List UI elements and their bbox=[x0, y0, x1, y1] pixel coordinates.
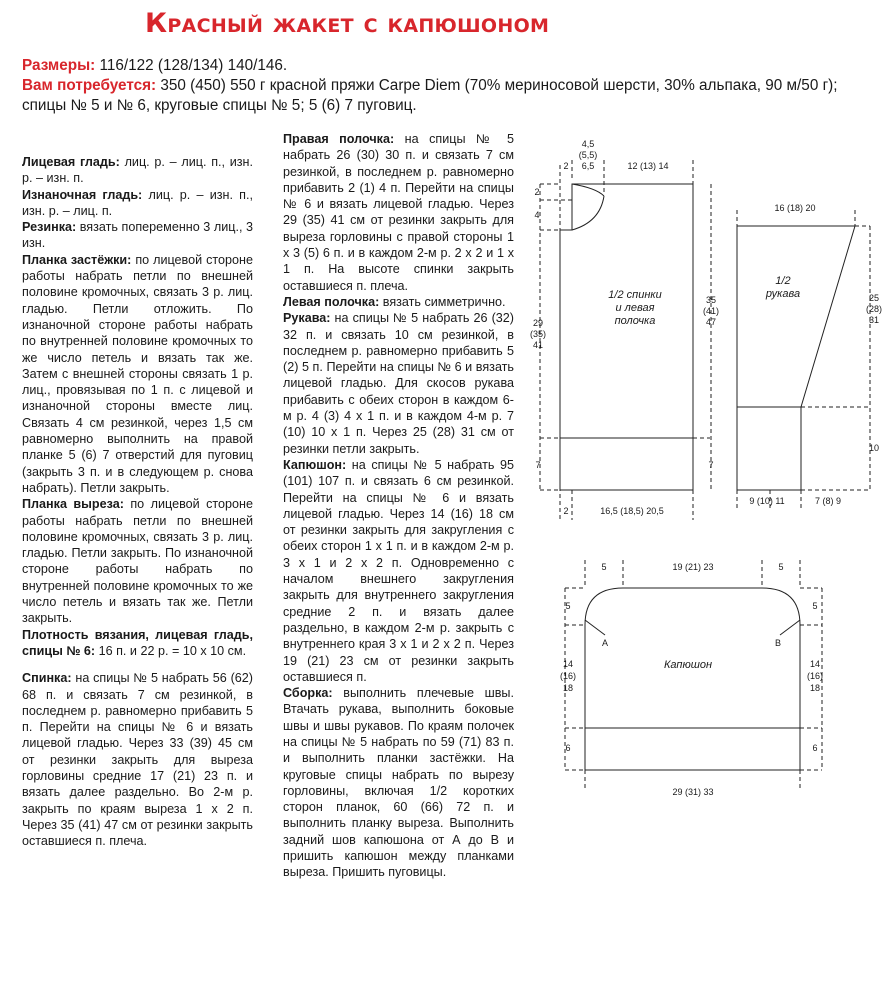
paragraph-text: вязать попеременно 3 лиц., 3 изн. bbox=[22, 220, 253, 251]
sleeve-outline bbox=[737, 226, 855, 490]
back-label: полочка bbox=[614, 315, 656, 327]
paragraph-text: лиц. р. – изн. п., изн. р. – лиц. п. bbox=[22, 187, 253, 218]
paragraph-label: Левая полочка: bbox=[283, 294, 380, 309]
dim-sleeve-length: 31 bbox=[868, 315, 880, 325]
dim-hood-corner: 5 bbox=[778, 562, 784, 572]
paragraph-label: Резинка: bbox=[22, 220, 77, 235]
paragraph-text: на спицы № 5 набрать 95 (101) 107 п. и связать 6 см резинкой. Перейти на спицы № 6 и вязать лицевой гладью. Через 14 (16) 18 см от резинки закрыть для закругления с обеих сторон 1 х 1 п. и в каждом 2-м р. 3 х 1 и 2 х 2 п. Одновременно с началом внешнего закругления закрыть для внутреннего закругления средние 2 п. и вязать далее раздельно, в каждом 2-м р. закрыть с внутреннего края 3 х 1 и 2 х 2 п. Через 19 (21) 23 см от резинки закрыть оставшиеся п. bbox=[283, 457, 514, 684]
dim-hood-side: 5 bbox=[812, 601, 818, 611]
paragraph-label: Правая полочка: bbox=[283, 132, 395, 146]
dim-body-right: 35 bbox=[705, 295, 717, 305]
point-a-label: A bbox=[601, 638, 609, 648]
dim-hood-height: 18 bbox=[809, 683, 821, 693]
point-b-label: B bbox=[774, 638, 782, 648]
dim-body-right: 47 bbox=[705, 317, 717, 327]
dim-hood-height: 14 bbox=[562, 659, 574, 669]
dim-sleeve-length: 25 bbox=[868, 293, 880, 303]
dim-hood-height: 14 bbox=[809, 659, 821, 669]
dim-body-right: (41) bbox=[702, 306, 720, 316]
sleeve-label: рукава bbox=[765, 288, 801, 300]
dim-cuff: 9 (10) 11 bbox=[749, 496, 785, 506]
paragraph-label: Капюшон: bbox=[283, 457, 347, 472]
hood-point-a-mark bbox=[585, 620, 605, 635]
dim-rib-left: 7 bbox=[535, 460, 541, 470]
dim-2-left: 2 bbox=[563, 161, 569, 171]
paragraph-text: на спицы № 5 набрать 26 (32) 32 п. и связать 10 см резинкой, в последнем р. равномерно прибавить 5 (2) 5 п. Перейти на спицы № 6 и вязать лицевой гладью. Для скосов рукава прибавить с обеих сторон в каждом 6-м р. 4 (3) 4 х 1 п. и в каждом 4-м р. 7 (10) 10 х 1 п. Через 25 (28) 31 см от резинки петли закрыть. bbox=[283, 311, 514, 456]
sizes-label: Размеры: bbox=[22, 57, 96, 74]
paragraph-text: на спицы № 5 набрать 56 (62) 68 п. и связать 7 см резинкой, в последнем р. равномерно прибавить 5 п. Перейти на спицы № 6 и вязать лицевой гладью. Через 33 (39) 45 см от резинки закрыть для выреза горловины средние 17 (21) 23 п. и вязать далее раздельно. Во 2-м р. закрыть по краям выреза 1 х 2 п. Через 35 (41) 47 см от резинки закрыть оставшиеся п. плеча. bbox=[22, 671, 253, 849]
dim-hood-side: 5 bbox=[565, 601, 571, 611]
hood-label: Капюшон bbox=[663, 659, 713, 671]
dim-sleeve-rib: 10 bbox=[868, 443, 880, 453]
dim-hood-top: 19 (21) 23 bbox=[672, 562, 714, 572]
paragraph-text: вязать симметрично. bbox=[379, 294, 506, 309]
dim-body-left: 29 bbox=[532, 318, 544, 328]
paragraph-text: по лицевой стороне работы набрать петли по внешней половине кромочных, связать 3 р. лиц. гладью. Петли отложить. По изнаночной стороне работы набрать по внутренней половине кромочных то же число петель и вязать так же. Затем с внешней стороны связать 1 р. лиц., провязывая по 1 п. с лицевой и изнаночной стороны вместе лиц. Связать 4 см резинкой, через 1,5 см равномерно выполнить на правой планке 5 (6) 7 отверстий для пуговиц (закрыть 3 п. и в следующем р. снова набрать). Петли закрыть. bbox=[22, 252, 253, 495]
hood-point-b-mark bbox=[780, 620, 800, 635]
dim-hood-rib: 6 bbox=[565, 743, 571, 753]
dim-body-left: (35) bbox=[529, 329, 547, 339]
paragraph-text: выполнить плечевые швы. Втачать рукава, выполнить боковые швы и швы рукавов. По краям полочек на спицы № 5 набрать по 59 (71) 83 п. и выполнить планки застёжки. На круговые спицы набрать по вырезу горловины, включая 1/2 коротких сторон планок, 60 (66) 72 п. и выполнить планку выреза. Выполнить задний шов капюшона от А до В и пришить капюшон между планками выреза. Пришить пуговицы. bbox=[283, 686, 514, 880]
materials-value: 350 (450) 550 г красной пряжи Carpe Diem (70% мериносовой шерсти, 30% альпака, 90 м/50 г); спицы № 5 и № 6, круговые спицы № 5; 5 (6) 7 пуговиц. bbox=[22, 77, 838, 114]
dim-sleeve-top: 16 (18) 20 bbox=[774, 203, 816, 213]
neck-curve bbox=[572, 184, 604, 196]
dim-neck-top: (5,5) bbox=[578, 150, 598, 160]
dim-cuff: 7 (8) 9 bbox=[814, 496, 842, 506]
dim-rib-right: 7 bbox=[708, 460, 714, 470]
dim-bottom-2: 2 bbox=[563, 506, 569, 516]
paragraph-text: лиц. р. – лиц. п., изн. р. – изн. п. bbox=[22, 155, 253, 186]
paragraph-label: Планка застёжки: bbox=[22, 252, 132, 267]
materials-label: Вам потребуется: bbox=[22, 77, 157, 94]
front-neck-curve bbox=[572, 196, 604, 230]
sleeve-label: 1/2 bbox=[775, 275, 791, 287]
sizes-value: 116/122 (128/134) 140/146. bbox=[95, 57, 288, 74]
paragraph-label: Изнаночная гладь: bbox=[22, 187, 143, 202]
dim-hood-height: (16) bbox=[806, 671, 824, 681]
paragraph-text: 16 п. и 22 р. = 10 х 10 см. bbox=[95, 643, 247, 658]
paragraph-text: на спицы № 5 набрать 26 (30) 30 п. и связать 7 см резинкой, в последнем р. равномерно прибавить 2 (1) 4 п. Перейти на спицы № 6 и вязать лицевой гладью. Через 29 (35) 41 см от резинки закрыть для выреза горловины с правой стороны 1 х 3 (5) 6 п. и в каждом 2-м р. 2 х 2 и 1 х 1 п. На высоте спинки закрыть оставшиеся п. плеча. bbox=[283, 132, 515, 293]
dim-shoulder: 12 (13) 14 bbox=[627, 161, 669, 171]
back-label: 1/2 спинки bbox=[608, 289, 662, 301]
hood-outline bbox=[585, 588, 800, 770]
dim-hood-corner: 5 bbox=[601, 562, 607, 572]
page-title: Красный жакет с капюшоном bbox=[145, 8, 550, 39]
paragraph-text: по лицевой стороне работы набрать петли по внешней половине кромочных, связать 3 р. лиц. гладью. Петли закрыть. По изнаночной стороне работы набрать по внутренней половине кромочных то же число петель и вязать так же. Петли закрыть. bbox=[22, 497, 253, 626]
dim-hood-bottom: 29 (31) 33 bbox=[672, 787, 714, 797]
dim-2-side: 2 bbox=[534, 187, 540, 197]
dim-neck-top: 6,5 bbox=[581, 161, 595, 171]
back-front-outline bbox=[560, 184, 693, 490]
dim-hood-height: 18 bbox=[562, 683, 574, 693]
paragraph-label: Сборка: bbox=[283, 686, 333, 701]
paragraph-label: Плотность вязания, лицевая гладь, спицы № 6: bbox=[22, 627, 253, 658]
dim-sleeve-length: (28) bbox=[865, 304, 883, 314]
paragraph-label: Спинка: bbox=[22, 671, 72, 686]
dim-neck-top: 4,5 bbox=[581, 139, 595, 149]
dim-body-left: 41 bbox=[532, 340, 544, 350]
dim-bottom-width: 16,5 (18,5) 20,5 bbox=[600, 506, 664, 516]
dim-hood-height: (16) bbox=[559, 671, 577, 681]
paragraph-label: Лицевая гладь: bbox=[22, 155, 120, 169]
paragraph-label: Планка выреза: bbox=[22, 497, 124, 512]
dim-hood-rib: 6 bbox=[812, 743, 818, 753]
back-label: и левая bbox=[615, 302, 655, 314]
dim-4-side: 4 bbox=[534, 210, 540, 220]
paragraph-label: Рукава: bbox=[283, 311, 331, 326]
